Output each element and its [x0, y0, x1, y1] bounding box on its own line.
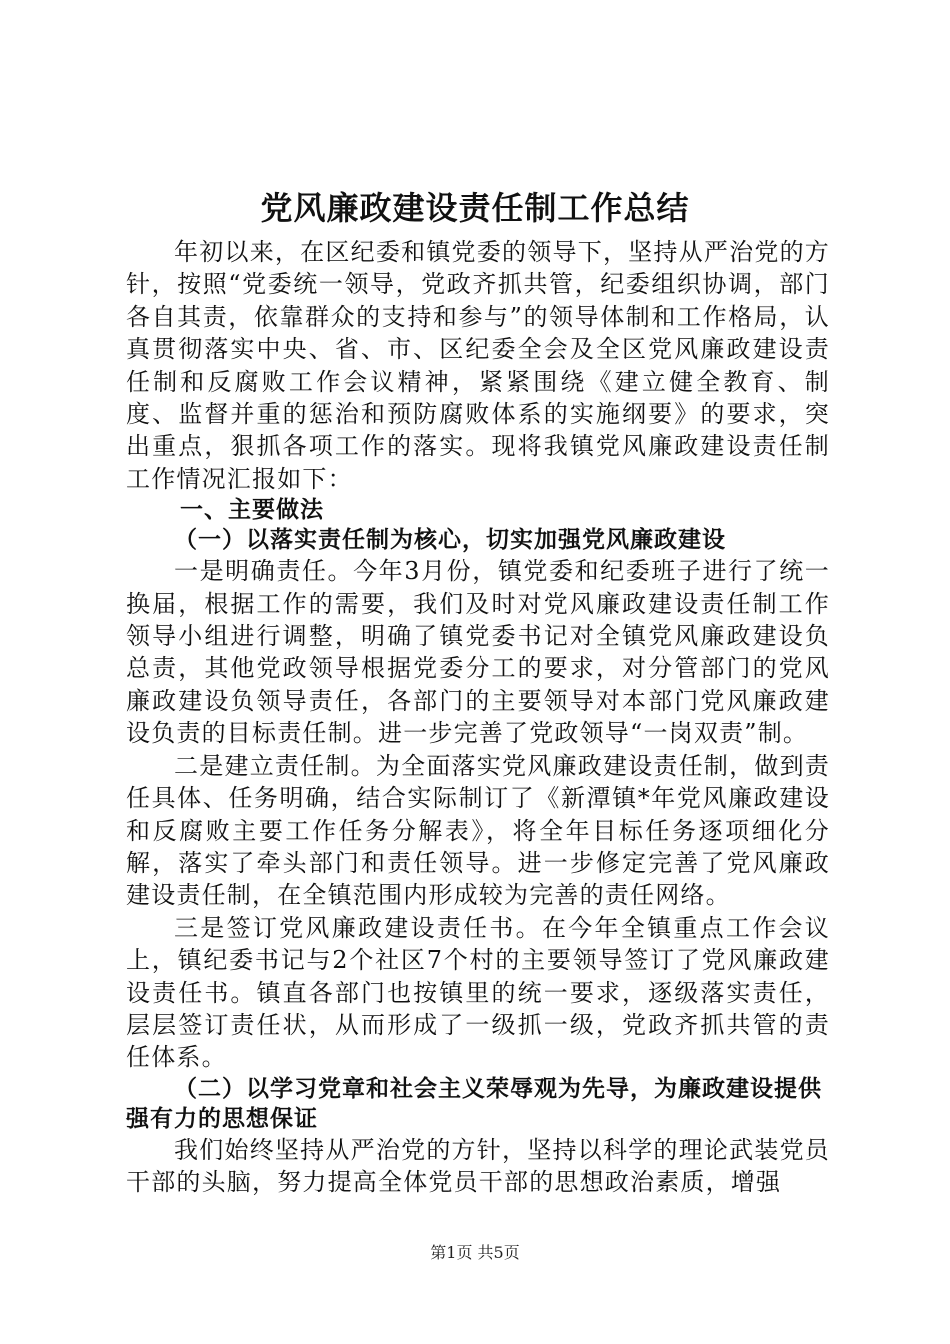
paragraph-clarify-responsibility: 一是明确责任。今年3月份，镇党委和纪委班子进行了统一换届，根据工作的需要，我们及时对党风廉政建设责任制工作领导小组进行调整，明确了镇党委书记对全镇党风廉政建设负总责，其他党政领导根据党委分工的要求，对分管部门的党风廉政建设负领导责任，各部门的主要领导对本部门党风廉政建设负责的目标责任制。进一步完善了党政领导“一岗双责”制。 — [126, 557, 830, 748]
intro-paragraph: 年初以来，在区纪委和镇党委的领导下，坚持从严治党的方针，按照“党委统一领导，党政齐抓共管，纪委组织协调，部门各自其责，依靠群众的支持和参与”的领导体制和工作格局，认真贯彻落实中央、省、市、区纪委全会及全区党风廉政建设责任制和反腐败工作会议精神，紧紧围绕《建立健全教育、制度、监督并重的惩治和预防腐败体系的实施纲要》的要求，突出重点，狠抓各项工作的落实。现将我镇党风廉政建设责任制工作情况汇报如下： — [126, 238, 830, 493]
section-heading-main-practices: 一、主要做法 — [180, 497, 324, 524]
document-title: 党风廉政建设责任制工作总结 — [260, 189, 690, 227]
paragraph-establish-system: 二是建立责任制。为全面落实党风廉政建设责任制，做到责任具体、任务明确，结合实际制订了《新潭镇*年党风廉政建设和反腐败主要工作任务分解表》，将全年目标任务逐项细化分解，落实了牵头部门和责任领导。进一步修定完善了党风廉政建设责任制，在全镇范围内形成较为完善的责任网络。 — [126, 751, 830, 910]
paragraph-sign-responsibility-letter: 三是签订党风廉政建设责任书。在今年全镇重点工作会议上，镇纪委书记与2个社区7个村的主要领导签订了党风廉政建设责任书。镇直各部门也按镇里的统一要求，逐级落实责任，层层签订责任状，从而形成了一级抓一级，党政齐抓共管的责任体系。 — [126, 913, 830, 1072]
subsection-heading-responsibility: （一）以落实责任制为核心，切实加强党风廉政建设 — [174, 527, 726, 554]
page-footer: 第1页 共5页 — [430, 1243, 520, 1262]
paragraph-strict-party-governance: 我们始终坚持从严治党的方针，坚持以科学的理论武装党员干部的头脑，努力提高全体党员干部的思想政治素质，增强 — [126, 1135, 830, 1197]
subsection-heading-ideological-guarantee: （二）以学习党章和社会主义荣辱观为先导，为廉政建设提供强有力的思想保证 — [126, 1075, 822, 1132]
document-body — [126, 236, 830, 1199]
